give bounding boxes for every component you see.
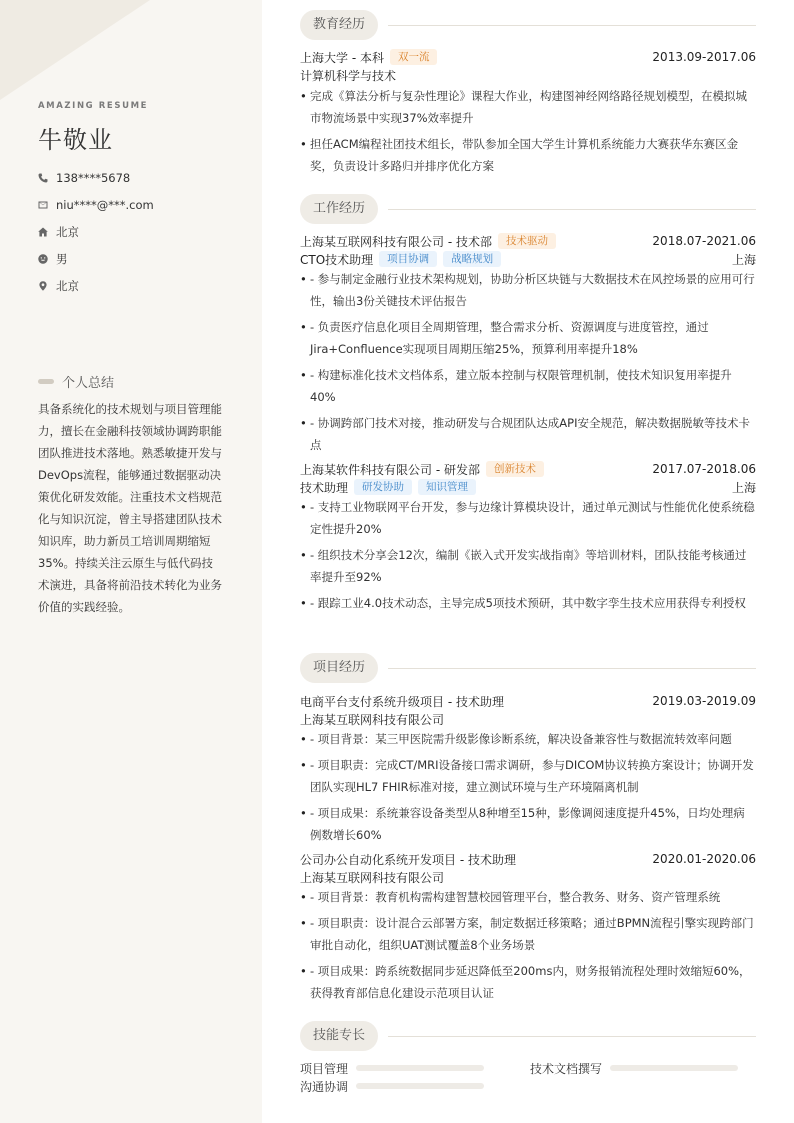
job-role: CTO技术助理 xyxy=(300,252,374,267)
skill-bar xyxy=(356,1065,484,1071)
job-bullets xyxy=(300,496,756,618)
education-period: 2013.09-2017.06 xyxy=(652,50,756,64)
project-bullets xyxy=(300,886,756,1008)
brand-label: AMAZING RESUME xyxy=(38,101,149,111)
summary-heading xyxy=(38,372,114,391)
job-header xyxy=(300,460,756,478)
company-tag: 技术驱动 xyxy=(498,233,556,249)
project-header xyxy=(300,850,756,868)
contact-email xyxy=(38,191,154,218)
email-icon xyxy=(38,200,48,210)
education-bullets xyxy=(300,85,756,181)
contact-gender xyxy=(38,245,154,272)
section-projects xyxy=(300,653,756,683)
section-skills xyxy=(300,1021,756,1051)
phone-value: 138****5678 xyxy=(56,170,131,185)
project-name: 公司办公自动化系统开发项目 - 技术助理 xyxy=(300,852,516,867)
section-education xyxy=(300,10,756,40)
list-item: • - 项目成果：跨系统数据同步延迟降低至200ms内，财务报销流程处理时效缩短60%，获得教育部信息化建设示范项目认证 xyxy=(300,960,756,1004)
decorative-shape xyxy=(0,0,150,100)
list-item: • - 项目背景：教育机构需构建智慧校园管理平台，整合教务、财务、资产管理系统 xyxy=(300,886,756,908)
list-item: • 担任ACM编程社团技术组长，带队参加全国大学生计算机系统能力大赛获华东赛区金奖，负责设计多路归并排序优化方案 xyxy=(300,133,756,177)
skill-tag: 研发协助 xyxy=(354,479,412,495)
skill-name: 技术文档撰写 xyxy=(530,1061,603,1076)
heading-pill xyxy=(38,379,54,384)
project-bullets xyxy=(300,728,756,850)
skill-item xyxy=(300,1060,484,1076)
project-company-row xyxy=(300,710,756,728)
section-title: 项目经历 xyxy=(300,653,378,683)
skill-tag: 知识管理 xyxy=(418,479,476,495)
job-role-row xyxy=(300,250,756,268)
section-title: 工作经历 xyxy=(300,194,378,224)
skill-tag: 项目协调 xyxy=(379,251,437,267)
contact-phone xyxy=(38,164,154,191)
list-item: • - 协调跨部门技术对接，推动研发与合规团队达成API安全规范，解决数据脱敏等技术卡点 xyxy=(300,412,756,456)
list-item: • - 跟踪工业4.0技术动态，主导完成5项技术预研，其中数字孪生技术应用获得专利授权 xyxy=(300,592,756,614)
sidebar xyxy=(0,0,262,1123)
section-work xyxy=(300,194,756,224)
skill-tag: 战略规划 xyxy=(443,251,501,267)
list-item: • - 参与制定金融行业技术架构规划，协助分析区块链与大数据技术在风控场景的应用可行性，输出3份关键技术评估报告 xyxy=(300,268,756,312)
job-header xyxy=(300,232,756,250)
skill-item xyxy=(300,1078,484,1094)
company-name: 上海某软件科技有限公司 - 研发部 xyxy=(300,462,480,477)
major-name: 计算机科学与技术 xyxy=(300,68,397,83)
summary-title: 个人总结 xyxy=(62,376,115,391)
list-item: • - 负责医疗信息化项目全周期管理，整合需求分析、资源调度与进度管控，通过Jira+Confluence实现项目周期压缩25%，预算利用率提升18% xyxy=(300,316,756,360)
section-divider xyxy=(388,668,756,669)
contact-location xyxy=(38,272,154,299)
job-city: 上海 xyxy=(731,252,756,267)
candidate-name: 牛敬业 xyxy=(38,126,113,154)
summary-text: 具备系统化的技术规划与项目管理能力，擅长在金融科技领域协调跨职能团队推进技术落地。熟悉敏捷开发与DevOps流程，能够通过数据驱动决策优化研发效能。注重技术文档规范化与知识沉淀，曾主导搭建团队技术知识库，助力新员工培训周期缩短35%。持续关注云原生与低代码技术演进，具备将前沿技术转化为业务价值的实践经验。 xyxy=(38,402,222,614)
list-item: • 完成《算法分析与复杂性理论》课程大作业，构建图神经网络路径规划模型，在模拟城市物流场景中实现37%效率提升 xyxy=(300,85,756,129)
project-company-row xyxy=(300,868,756,886)
job-city: 上海 xyxy=(731,480,756,495)
job-role: 技术助理 xyxy=(300,480,349,495)
list-item: • - 项目职责：设计混合云部署方案，制定数据迁移策略；通过BPMN流程引擎实现跨部门审批自动化，组织UAT测试覆盖8个业务场景 xyxy=(300,912,756,956)
project-period: 2020.01-2020.06 xyxy=(652,852,756,866)
project-company: 上海某互联网科技有限公司 xyxy=(300,712,445,727)
school-tag: 双一流 xyxy=(390,49,438,65)
job-period: 2018.07-2021.06 xyxy=(652,234,756,248)
list-item: • - 组织技术分享会12次，编制《嵌入式开发实战指南》等培训材料，团队技能考核通过率提升至92% xyxy=(300,544,756,588)
skill-name: 项目管理 xyxy=(300,1061,349,1076)
list-item: • - 支持工业物联网平台开发，参与边缘计算模块设计，通过单元测试与性能优化使系统稳定性提升20% xyxy=(300,496,756,540)
contact-home xyxy=(38,218,154,245)
job-role-row xyxy=(300,478,756,496)
section-divider xyxy=(388,1036,756,1037)
gender-icon xyxy=(38,254,48,264)
phone-icon xyxy=(38,173,48,183)
skill-item xyxy=(530,1060,738,1076)
skill-bar xyxy=(356,1083,484,1089)
project-company: 上海某互联网科技有限公司 xyxy=(300,870,445,885)
company-name: 上海某互联网科技有限公司 - 技术部 xyxy=(300,234,492,249)
location-icon xyxy=(38,281,48,291)
list-item: • - 项目背景：某三甲医院需升级影像诊断系统，解决设备兼容性与数据流转效率问题 xyxy=(300,728,756,750)
education-header xyxy=(300,48,756,66)
education-major xyxy=(300,66,756,84)
section-title: 技能专长 xyxy=(300,1021,378,1051)
project-name: 电商平台支付系统升级项目 - 技术助理 xyxy=(300,694,504,709)
email-value: niu****@***.com xyxy=(56,197,154,212)
home-icon xyxy=(38,227,48,237)
list-item: • - 构建标准化技术文档体系，建立版本控制与权限管理机制，使技术知识复用率提升40% xyxy=(300,364,756,408)
skill-name: 沟通协调 xyxy=(300,1079,349,1094)
gender-value: 男 xyxy=(56,251,68,266)
contact-list xyxy=(38,164,154,299)
section-title: 教育经历 xyxy=(300,10,378,40)
location-value: 北京 xyxy=(56,278,79,293)
project-period: 2019.03-2019.09 xyxy=(652,694,756,708)
school-name: 上海大学 - 本科 xyxy=(300,50,384,65)
project-header xyxy=(300,692,756,710)
section-divider xyxy=(388,209,756,210)
home-value: 北京 xyxy=(56,224,79,239)
job-period: 2017.07-2018.06 xyxy=(652,462,756,476)
skill-bar xyxy=(610,1065,738,1071)
company-tag: 创新技术 xyxy=(486,461,544,477)
job-bullets xyxy=(300,268,756,460)
section-divider xyxy=(388,25,756,26)
list-item: • - 项目职责：完成CT/MRI设备接口需求调研，参与DICOM协议转换方案设计；协调开发团队实现HL7 FHIR标准对接，建立测试环境与生产环境隔离机制 xyxy=(300,754,756,798)
list-item: • - 项目成果：系统兼容设备类型从8种增至15种，影像调阅速度提升45%，日均处理病例数增长60% xyxy=(300,802,756,846)
